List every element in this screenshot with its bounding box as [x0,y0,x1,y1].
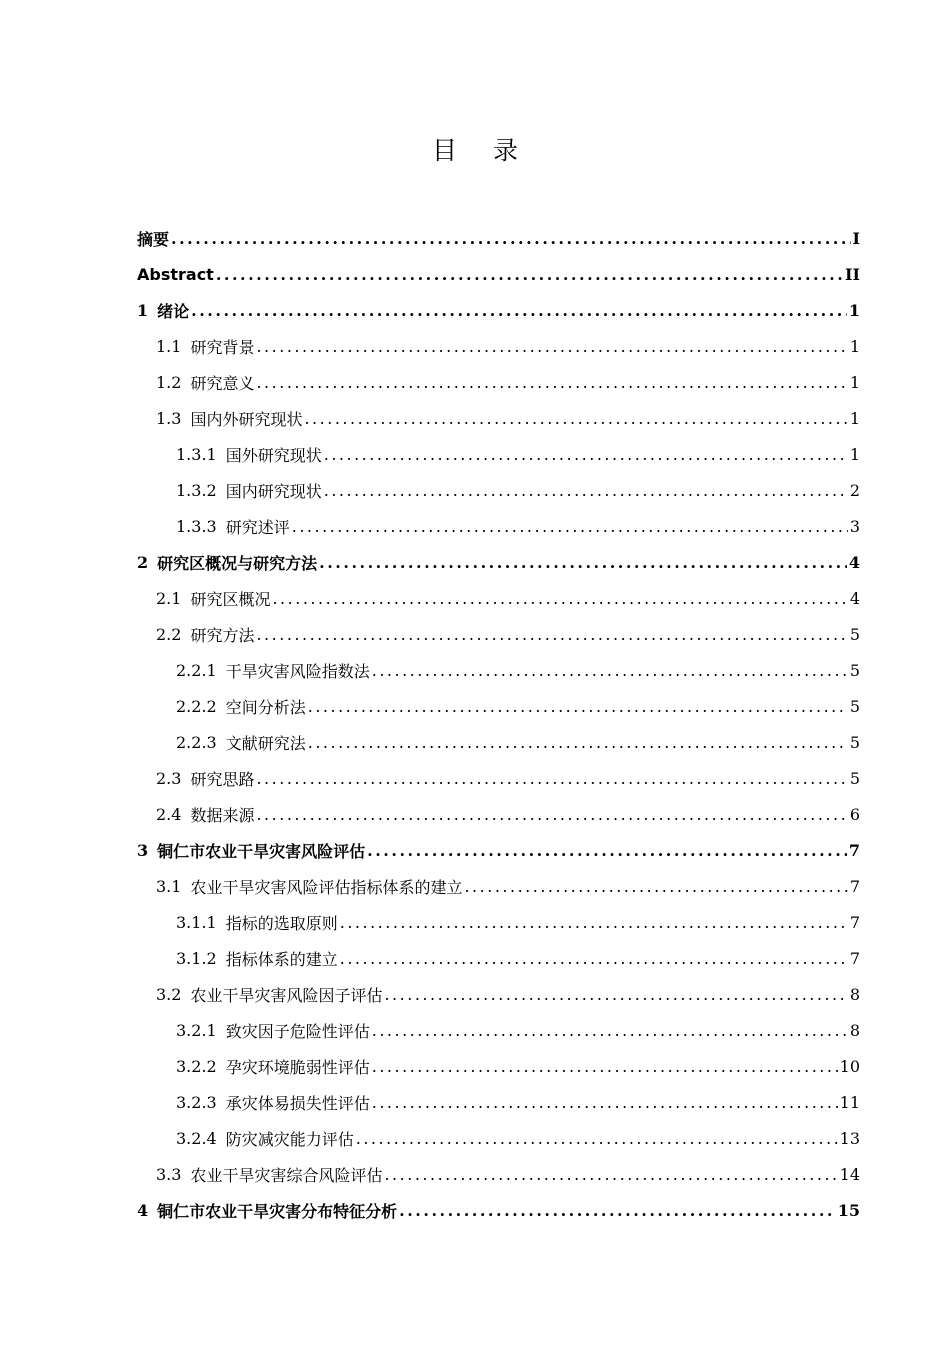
toc-entry-title: 致灾因子危险性评估 [225,1021,370,1041]
dot-leader [171,229,851,248]
toc-entry-title: 农业干旱灾害综合风险评估 [190,1165,383,1185]
dot-leader [399,1201,836,1220]
dot-leader [372,1021,848,1040]
toc-entry[interactable] [137,688,860,724]
toc-entry-page: 5 [849,732,860,752]
dot-leader [308,733,848,752]
toc-entry[interactable] [137,616,860,652]
toc-entry-number: 3.2.3 [176,1092,217,1112]
dot-leader [340,913,848,932]
toc-entry[interactable] [137,652,860,688]
dot-leader [340,949,848,968]
toc-entry-page: 14 [839,1164,860,1184]
toc-entry[interactable] [137,364,860,400]
toc-entry-number: 2.2.2 [176,696,217,716]
dot-leader [256,337,847,356]
toc-entry[interactable] [137,220,860,256]
toc-entry-title: 绪论 [157,301,190,321]
dot-leader [256,805,847,824]
toc-entry-number: 1.2 [156,372,182,392]
toc-entry[interactable] [137,1084,860,1120]
toc-entry-number: 4 [137,1200,149,1220]
dot-leader [319,553,847,572]
toc-entry-title: 国内外研究现状 [190,409,303,429]
toc-entry-page: 7 [848,840,860,860]
toc-entry-page: 1 [849,336,860,356]
dot-leader [464,877,847,896]
toc-entry-page: 1 [849,444,860,464]
toc-entry-page: I [852,228,860,248]
toc-entry-title: 国外研究现状 [225,445,322,465]
toc-entry-number: 3.2.2 [176,1056,217,1076]
toc-entry-page: 6 [849,804,860,824]
dot-leader [256,373,847,392]
toc-entry[interactable] [137,724,860,760]
toc-entry[interactable] [137,508,860,544]
toc-entry-number: 1.1 [156,336,182,356]
toc-entry-title: 研究背景 [190,337,255,357]
table-of-contents [137,220,860,1228]
toc-entry-title: 数据来源 [190,805,255,825]
dot-leader [372,1093,838,1112]
toc-entry-number: 3.2.4 [176,1128,217,1148]
toc-entry[interactable] [137,1120,860,1156]
toc-entry[interactable] [137,580,860,616]
toc-entry-page: 2 [849,480,860,500]
toc-entry-number: 1.3.3 [176,516,217,536]
toc-entry-number: 1.3.2 [176,480,217,500]
toc-entry[interactable] [137,1156,860,1192]
toc-entry-title: Abstract [137,264,214,284]
toc-entry[interactable] [137,976,860,1012]
dot-leader [367,841,847,860]
toc-entry[interactable] [137,760,860,796]
toc-entry-title: 研究意义 [190,373,255,393]
toc-entry-page: 4 [848,552,860,572]
toc-entry[interactable] [137,832,860,868]
dot-leader [308,697,848,716]
toc-entry-title: 研究区概况与研究方法 [157,553,318,573]
dot-leader [304,409,847,428]
toc-entry-page: 15 [837,1200,860,1220]
toc-entry-page: 7 [849,876,860,896]
toc-entry-page: 5 [849,660,860,680]
toc-entry-page: 7 [849,912,860,932]
toc-entry[interactable] [137,1012,860,1048]
toc-entry[interactable] [137,328,860,364]
toc-entry[interactable] [137,868,860,904]
dot-leader [384,1165,837,1184]
toc-entry-number: 3.1 [156,876,182,896]
toc-entry-title: 空间分析法 [225,697,306,717]
toc-entry-title: 国内研究现状 [225,481,322,501]
toc-entry-title: 承灾体易损失性评估 [225,1093,370,1113]
toc-entry-title: 孕灾环境脆弱性评估 [225,1057,370,1077]
toc-entry-title: 研究思路 [190,769,255,789]
toc-entry-title: 摘要 [137,229,170,249]
toc-entry-page: II [845,264,860,284]
toc-entry-page: 1 [848,300,860,320]
toc-entry-page: 10 [839,1056,860,1076]
toc-entry[interactable] [137,1048,860,1084]
dot-leader [324,445,848,464]
toc-entry[interactable] [137,544,860,580]
dot-leader [191,301,847,320]
toc-entry-number: 2.1 [156,588,182,608]
toc-entry-page: 5 [849,624,860,644]
toc-entry-title: 农业干旱灾害风险因子评估 [190,985,383,1005]
toc-entry[interactable] [137,796,860,832]
dot-leader [216,265,843,284]
toc-entry-page: 4 [849,588,860,608]
toc-entry-number: 2 [137,552,149,572]
toc-entry-number: 2.4 [156,804,182,824]
toc-entry[interactable] [137,292,860,328]
toc-entry-number: 3.1.1 [176,912,217,932]
toc-entry-page: 8 [849,1020,860,1040]
dot-leader [272,589,847,608]
toc-entry-title: 铜仁市农业干旱灾害分布特征分析 [157,1201,398,1221]
toc-entry-number: 2.2.3 [176,732,217,752]
toc-entry-page: 5 [849,768,860,788]
toc-entry-title: 农业干旱灾害风险评估指标体系的建立 [190,877,463,897]
toc-entry-number: 3.2 [156,984,182,1004]
toc-entry-number: 2.2 [156,624,182,644]
toc-entry-number: 1 [137,300,149,320]
toc-entry-page: 1 [849,372,860,392]
toc-entry-number: 3 [137,840,149,860]
toc-entry-number: 2.2.1 [176,660,217,680]
toc-entry-number: 3.1.2 [176,948,217,968]
toc-entry-page: 1 [849,408,860,428]
toc-entry-page: 5 [849,696,860,716]
dot-leader [372,1057,838,1076]
page-title: 目 录 [432,136,532,165]
toc-entry-title: 研究区概况 [190,589,271,609]
toc-entry-number: 2.3 [156,768,182,788]
toc-entry-page: 8 [849,984,860,1004]
toc-entry-title: 文献研究法 [225,733,306,753]
toc-entry[interactable] [137,256,860,292]
dot-leader [384,985,847,1004]
toc-entry-page: 11 [839,1092,860,1112]
toc-entry[interactable] [137,436,860,472]
toc-entry-title: 干旱灾害风险指数法 [225,661,370,681]
toc-entry-title: 指标的选取原则 [225,913,338,933]
toc-entry[interactable] [137,904,860,940]
dot-leader [256,769,847,788]
toc-entry-number: 3.3 [156,1164,182,1184]
toc-entry-title: 研究方法 [190,625,255,645]
dot-leader [356,1129,838,1148]
toc-entry-page: 3 [849,516,860,536]
toc-entry-title: 铜仁市农业干旱灾害风险评估 [157,841,366,861]
toc-entry[interactable] [137,940,860,976]
toc-entry-page: 13 [839,1128,860,1148]
toc-entry-title: 指标体系的建立 [225,949,338,969]
toc-entry[interactable] [137,400,860,436]
dot-leader [372,661,848,680]
toc-entry-page: 7 [849,948,860,968]
toc-entry[interactable] [137,1192,860,1228]
dot-leader [256,625,847,644]
dot-leader [324,481,848,500]
toc-entry[interactable] [137,472,860,508]
toc-entry-title: 防灾减灾能力评估 [225,1129,354,1149]
toc-entry-number: 1.3.1 [176,444,217,464]
toc-entry-number: 3.2.1 [176,1020,217,1040]
toc-entry-title: 研究述评 [225,517,290,537]
toc-entry-number: 1.3 [156,408,182,428]
dot-leader [292,517,848,536]
